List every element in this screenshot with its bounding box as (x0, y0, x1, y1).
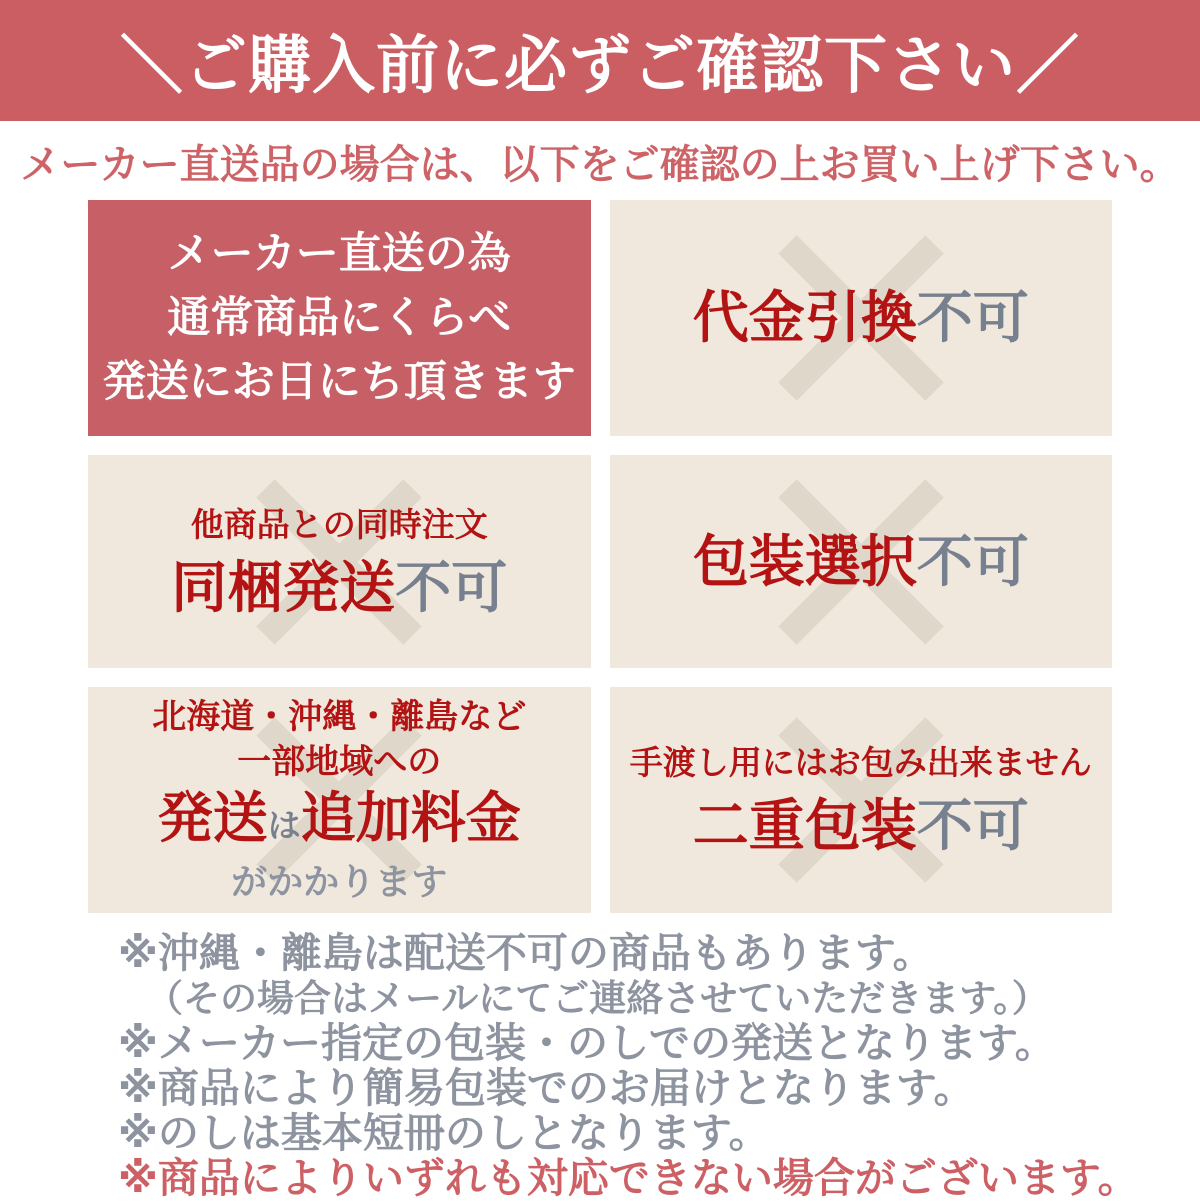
surcharge-label: 追加料金 (300, 787, 521, 849)
cod-label: 代金引換 (692, 286, 917, 349)
notice-banner (0, 0, 1200, 121)
cell-text (103, 222, 576, 414)
cell-text (630, 741, 1092, 859)
cell-bundled-shipping-not-available (88, 455, 591, 668)
cell-text (693, 285, 1029, 351)
wrapping-selection-label: 包装選択 (692, 529, 917, 593)
footnote-simple-wrapping: ※商品により簡易包装でのお届けとなります。 (118, 1065, 975, 1111)
footnote-maker-wrapping: ※メーカー指定の包装・のしでの発送となります。 (118, 1020, 1056, 1066)
subtitle: メーカー直送品の場合は、以下をご確認の上お買い上げ下さい。 (20, 143, 1180, 187)
not-available-label: 不可 (916, 286, 1029, 349)
lead-time-line-2: 通常商品にくらべ (167, 294, 512, 342)
not-available-label: 不可 (395, 555, 508, 619)
footnote-okinawa: ※沖縄・離島は配送不可の商品もあります。 (118, 930, 934, 976)
bundled-shipping-note: 他商品との同時注文 (190, 505, 488, 543)
cell-text (693, 529, 1029, 595)
cell-direct-shipping-lead-time (88, 200, 591, 436)
particle-label: は (267, 807, 301, 844)
surcharge-main-line (152, 785, 526, 859)
lead-time-line-1: メーカー直送の為 (167, 230, 511, 278)
cell-text (152, 695, 526, 905)
footnote-noshi: ※のしは基本短冊のしとなります。 (118, 1110, 770, 1156)
remote-area-line-2: 一部地域への (237, 743, 442, 781)
shipping-label: 発送 (157, 787, 268, 849)
bundled-shipping-label: 同梱発送 (171, 555, 396, 619)
cell-cod-not-available (610, 200, 1113, 436)
cell-remote-area-surcharge (88, 687, 591, 913)
cell-text (171, 503, 507, 621)
not-available-label: 不可 (916, 794, 1029, 857)
cell-double-wrapping-not-available (610, 687, 1113, 913)
lead-time-line-3: 発送にお日にち頂きます (102, 358, 576, 406)
double-wrapping-label: 二重包装 (692, 794, 917, 857)
page-title: ＼ご購入前に必ずご確認下さい／ (120, 31, 1080, 101)
cell-wrapping-selection-not-available (610, 455, 1113, 668)
not-available-label: 不可 (916, 529, 1029, 593)
footnotes (118, 931, 1200, 1201)
footnote-email-contact: （その場合はメールにてご連絡させていただきます。） (146, 978, 1049, 1019)
remote-area-line-1: 北海道・沖縄・離島など (152, 698, 527, 736)
surcharge-tail-line: がかかります (231, 861, 448, 902)
notice-grid (88, 200, 1112, 913)
hand-delivery-note: 手渡し用にはお包み出来ません (629, 744, 1092, 781)
footnote-no-support: ※商品によりいずれも対応できない場合がございます。 (118, 1155, 1139, 1201)
